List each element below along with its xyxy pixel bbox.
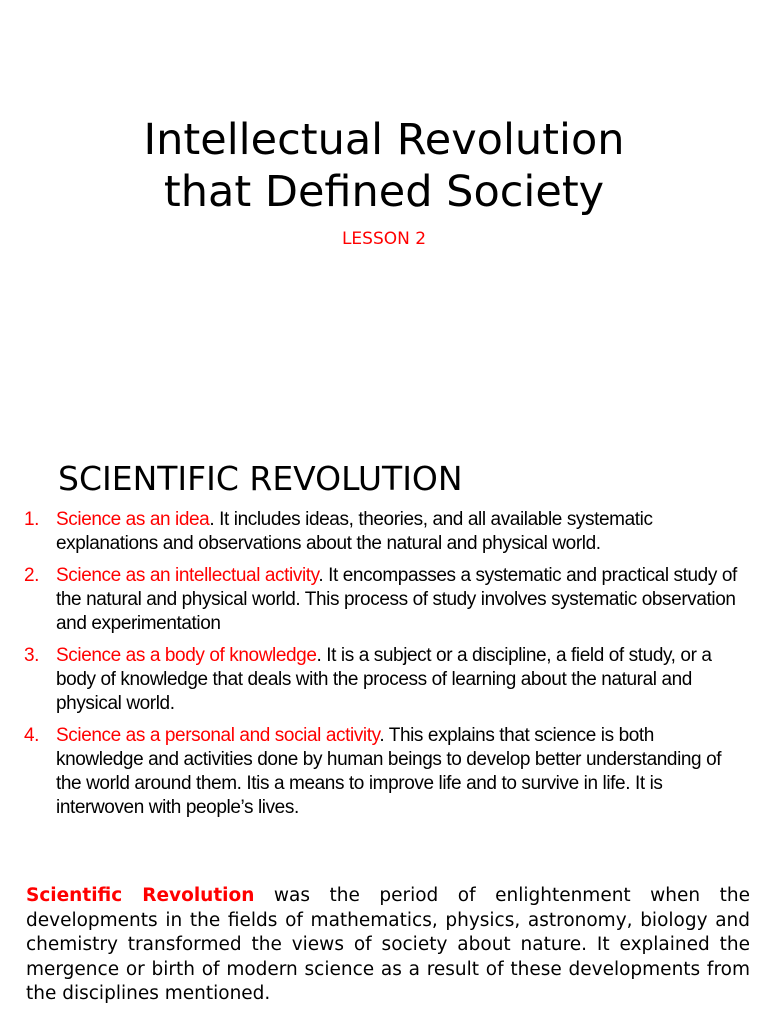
list-item-term: Science as a personal and social activity [56,725,380,746]
list-item [24,564,744,636]
list-item-term: Science as an idea [56,509,210,530]
paragraph-body: was the period of enlightenment when the developments in the fields of mathematics, physics, astronomy, biology and chemistry transformed the views of society about nature. It explained the mergence or birth of modern science as a result of these developments from the disciplines mentioned. [26,885,750,1004]
section-heading: SCIENTIFIC REVOLUTION [58,459,463,498]
science-definitions-list [24,508,744,828]
list-item-number: 2. [24,565,40,586]
list-item-text: . It encompasses a systematic and practical study of the natural and physical world. This process of study involves systematic observation and experimentation [56,565,737,634]
list-item-term: Science as a body of knowledge [56,645,317,666]
list-item-text: . It is a subject or a discipline, a field of study, or a body of knowledge that deals with the process of learning about the natural and physical world. [56,645,712,714]
list-item-term: Science as an intellectual activity [56,565,319,586]
list-item [24,724,744,820]
paragraph-lead-term: Scientific Revolution [26,885,255,906]
list-item-number: 1. [24,509,40,530]
list-item [24,508,744,556]
slide-title [0,114,768,218]
summary-paragraph [26,884,750,1007]
list-item-number: 3. [24,645,40,666]
list-item-text: . It includes ideas, theories, and all available systematic explanations and observations about the natural and physical world. [56,509,653,554]
slide-title-line-1: Intellectual Revolution [143,115,625,165]
lesson-subtitle: LESSON 2 [341,229,427,249]
list-item-text: . This explains that science is both knowledge and activities done by human beings to develop better understanding of the world around them. Itis a means to improve life and to survive in life. It is interwoven with people’s lives. [56,725,722,818]
list-item-number: 4. [24,725,40,746]
list-item [24,644,744,716]
slide-title-line-2: that Defined Society [163,167,605,217]
